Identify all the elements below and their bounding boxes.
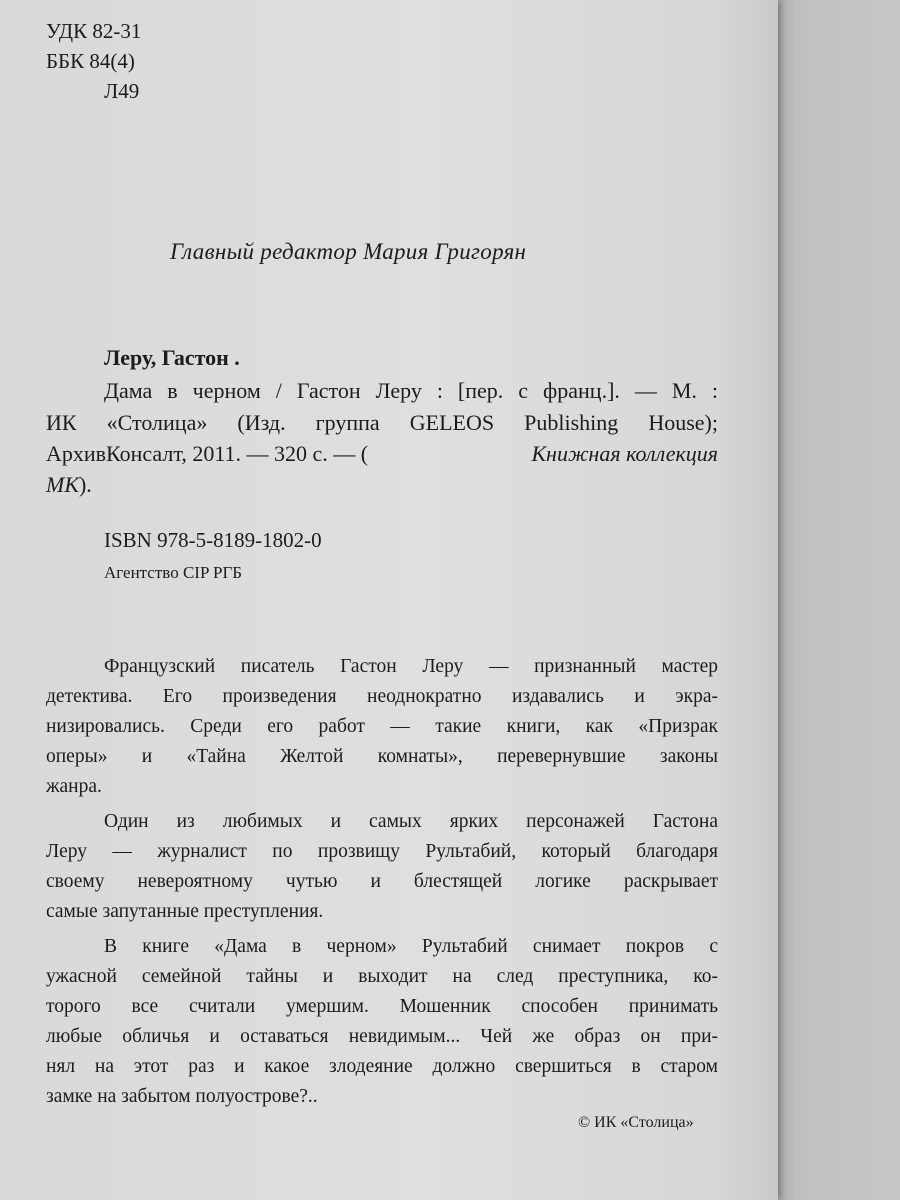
next-page-edge xyxy=(778,0,900,1200)
copyright-notice: © ИК «Столица» xyxy=(578,1114,694,1131)
bib-line-3-plain: АрхивКонсалт, 2011. — 320 с. — ( xyxy=(46,441,369,466)
annotation-line: замке на забытом полуострове?.. xyxy=(46,1086,318,1107)
annotation-line: В книге «Дама в черном» Рультабий снимает покров с xyxy=(104,936,718,957)
annotation-line: детектива. Его произведения неоднократно издавались и экра- xyxy=(46,686,718,707)
annotation-line: ужасной семейной тайны и выходит на след преступника, ко- xyxy=(46,966,718,987)
annotation-line: Леру — журналист по прозвищу Рультабий, который благодаря xyxy=(46,841,718,862)
series-title: Книжная коллекция xyxy=(531,441,718,466)
annotation-line: низировались. Среди его работ — такие книги, как «Призрак xyxy=(46,716,718,737)
annotation-line: торого все считали умершим. Мошенник способен принимать xyxy=(46,996,718,1017)
annotation-line: нял на этот раз и какое злодеяние должно свершиться в старом xyxy=(46,1056,718,1077)
author-mark: Л49 xyxy=(104,79,140,103)
bib-line-4 xyxy=(46,469,92,500)
udk-code: УДК 82-31 xyxy=(46,19,142,43)
annotation-line: оперы» и «Тайна Желтой комнаты», перевернувшие законы xyxy=(46,746,718,767)
series-abbrev: МК xyxy=(46,472,79,497)
editor-line: Главный редактор Мария Григорян xyxy=(170,239,527,264)
bib-line-1: Дама в черном / Гастон Леру : [пер. с франц.]. — М. : xyxy=(104,378,718,403)
cip-agency: Агентство CIP РГБ xyxy=(104,563,243,582)
author-heading: Леру, Гастон . xyxy=(104,345,240,370)
isbn: ISBN 978-5-8189-1802-0 xyxy=(104,528,322,552)
annotation-line: Французский писатель Гастон Леру — признанный мастер xyxy=(104,656,718,677)
bib-line-3 xyxy=(46,438,718,469)
bib-line-2: ИК «Столица» (Изд. группа GELEOS Publishing House); xyxy=(46,410,718,435)
bbk-code: ББК 84(4) xyxy=(46,49,135,73)
annotation-line: жанра. xyxy=(46,776,102,797)
annotation-line: своему невероятному чутью и блестящей логике раскрывает xyxy=(46,871,718,892)
bib-line-4-end: ). xyxy=(78,472,92,497)
annotation-line: Один из любимых и самых ярких персонажей Гастона xyxy=(104,811,718,832)
annotation-line: самые запутанные преступления. xyxy=(46,901,324,922)
annotation-line: любые обличья и оставаться невидимым... Чей же образ он при- xyxy=(46,1026,718,1047)
